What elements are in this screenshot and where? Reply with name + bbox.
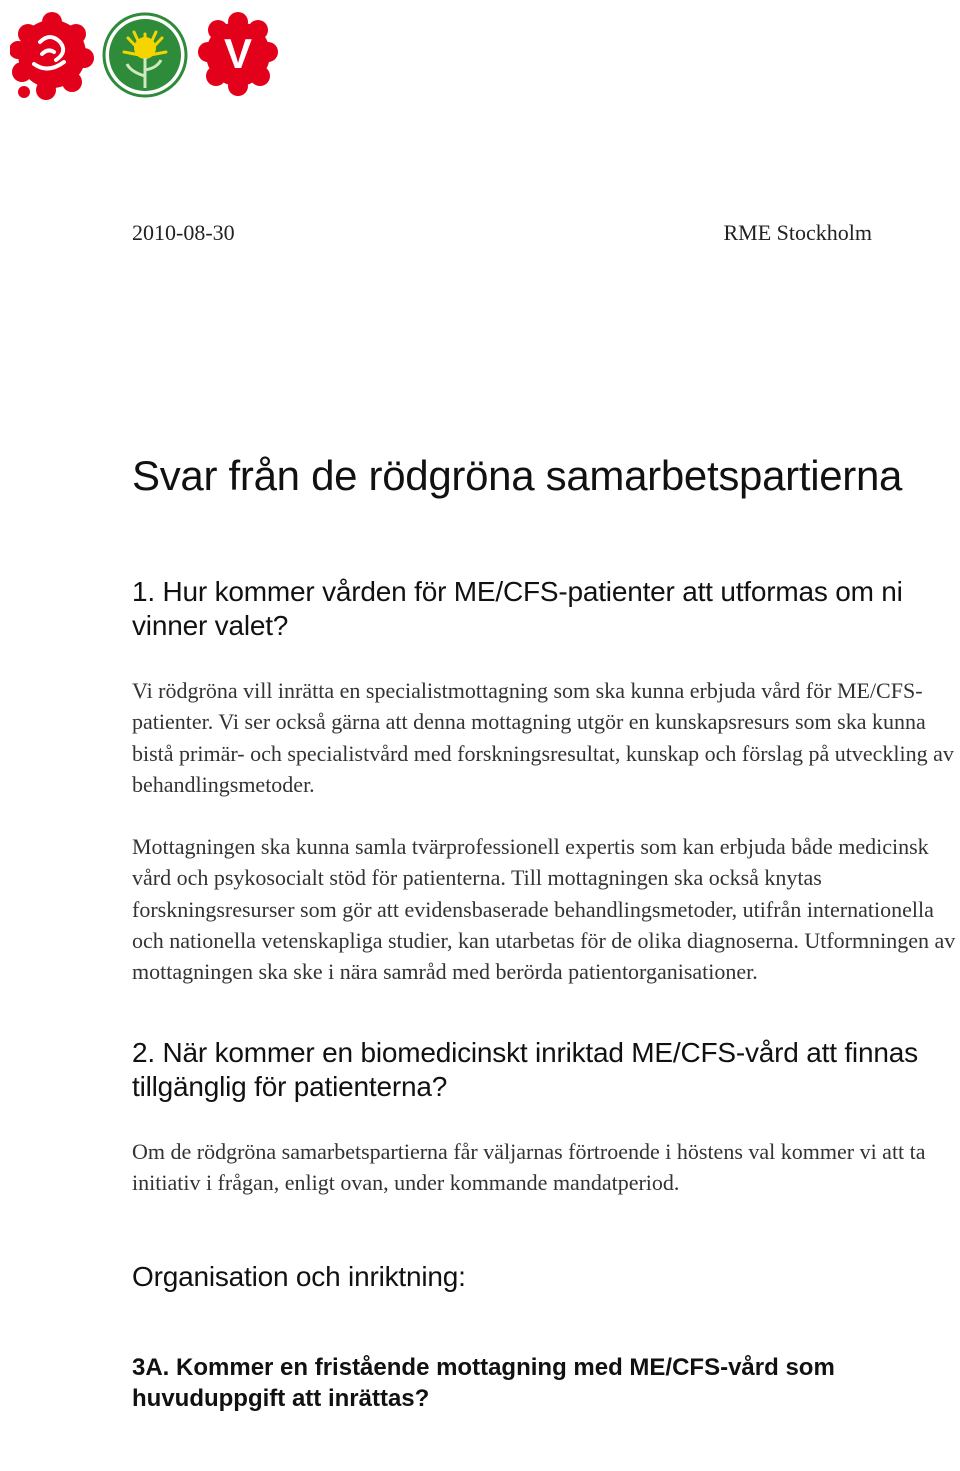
svg-text:V: V bbox=[223, 30, 253, 77]
document-body bbox=[132, 452, 960, 1414]
answer-2-paragraph: Om de rödgröna samarbetspartierna får väljarnas förtroende i höstens val kommer vi att ta initiativ i frågan, enligt ovan, under kommande mandatperiod. bbox=[132, 1138, 926, 1195]
organization-name: RME Stockholm bbox=[723, 220, 872, 245]
document-date: 2010-08-30 bbox=[132, 220, 235, 245]
document-title: Svar från de rödgröna samarbetspartierna bbox=[132, 452, 903, 499]
answer-1-paragraph-2: Mottagningen ska kunna samla tvärprofessionell expertis som kan erbjuda både medicinsk vård och psykosocialt stöd för patienterna. Till mottagningen ska också knytas forskningsresurser som gör att evidensbaserade behandlingsmetoder, utifrån internationella och nationella vetenskapliga studier, kan utarbetas för de olika diagnoserna. Utformningen av mottagningen ska ske i nära samråd med berörda patientorganisationer. bbox=[132, 834, 956, 985]
dandelion-icon bbox=[102, 12, 188, 98]
v-letter-icon bbox=[198, 12, 278, 96]
answer-1-paragraph-1: Vi rödgröna vill inrätta en specialistmottagning som ska kunna erbjuda vård för ME/CFS-patienter. Vi ser också gärna att denna mottagning utgör en kunskapsresurs som ska kunna bistå primär- och specialistvård med forskningsresultat, kunskap och förslag på utveckling av behandlingsmetoder. bbox=[132, 678, 954, 797]
question-3a-heading: 3A. Kommer en fristående mottagning med ME/CFS-vård som huvuduppgift att inrättas? bbox=[132, 1354, 835, 1413]
section-heading: Organisation och inriktning: bbox=[132, 1261, 466, 1293]
question-1-heading: 1. Hur kommer vården för ME/CFS-patienter att utformas om ni vinner valet? bbox=[132, 576, 903, 641]
question-2-heading: 2. När kommer en biomedicinskt inriktad ME/CFS-vård att finnas tillgänglig för patienterna? bbox=[132, 1036, 918, 1102]
rose-icon bbox=[10, 12, 94, 100]
